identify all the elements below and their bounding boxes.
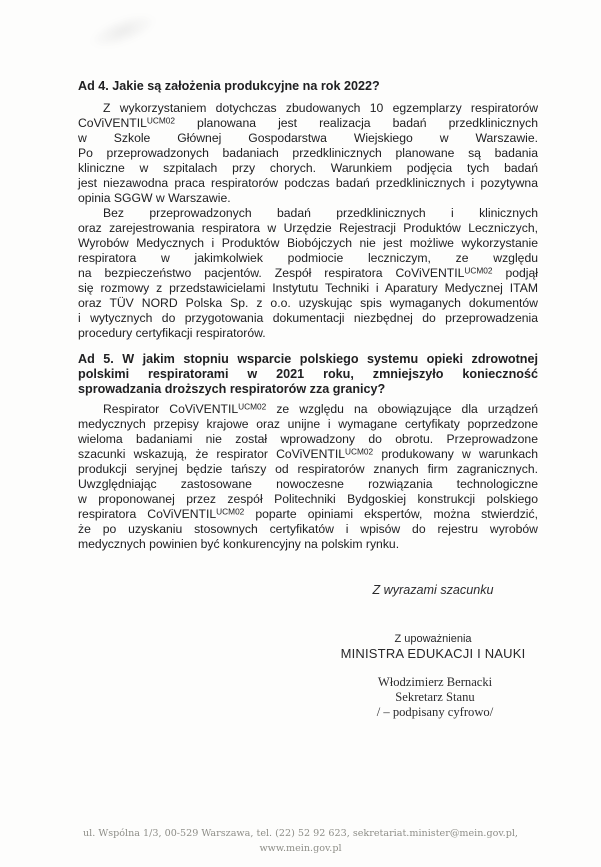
text-line: procedury certyfikacji respiratorów. [78,326,266,340]
text-line: Wyrobów Medycznych i Produktów Biobójczych nie jest możliwe wykorzystanie [78,236,538,250]
text-line: szacunki wskazują, że respirator CoViVENTIL$^{UCM02}$ produkowany w warunkach [78,446,538,461]
text-line: CoViVENTIL$^{UCM02}$ planowana jest realizacja badań przedklinicznych [78,115,538,130]
footer-website: www.mein.gov.pl [259,843,342,854]
text-line: wieloma badaniami nie został wprowadzony do obrotu. Przeprowadzone [78,432,538,446]
signatory-name: Włodzimierz Bernacki [377,675,493,689]
text-line: Bez przeprowadzonych badań przedklinicznych i klinicznych [103,206,538,220]
text-line: kliniczne w szpitalach przy chorych. Warunkiem podjęcia tych badań [78,161,538,175]
paragraph [78,402,538,552]
signatory-block [280,675,590,721]
text-line: respiratora w jakimkolwiek podmiocie leczniczym, ze względu [78,251,538,265]
text-line: w proponowanej przez zespół Politechniki Bydgoskiej konstrukcji polskiego [78,492,538,506]
text-line: polskimi respiratorami w 2021 roku, zmniejszyło konieczność [78,367,538,381]
model-superscript: UCM02 [464,265,493,276]
scan-smudge-artifact [86,7,161,55]
model-superscript: UCM02 [216,506,245,517]
paragraph [78,101,538,206]
text-line: medycznych powinien być konkurencyjny na polskim rynku. [78,537,400,551]
text-line: że po uzyskaniu stosownych certyfikatów i wpisów do rejestru wyrobów [78,522,538,536]
text-line: na bezpieczeństwo pacjentów. Zespół respiratora CoViVENTIL$^{UCM02}$ podjął [78,265,538,280]
text-line: produkcji seryjnej będzie tańszy od respiratorów znanych firm zagranicznych. [78,462,538,476]
text-line: medycznych przepisy krajowe oraz unijne i wymagane certyfikaty poprzedzone [78,417,538,431]
text-line: Z wykorzystaniem dotychczas zbudowanych 10 egzemplarzy respiratorów [103,101,538,115]
text-line: opinia SGGW w Warszawie. [78,191,231,205]
text-line: Po przeprowadzonych badaniach przedklinicznych planowane są badania [78,146,538,160]
signatory-title: Sekretarz Stanu [395,690,475,705]
signature-authorization-block [280,632,586,662]
document-body [78,79,538,552]
text-line: i wytycznych do przygotowania dokumentacji niezbędnej do przeprowadzenia [78,311,538,325]
text-line: Ad 5. W jakim stopniu wsparcie polskiego systemu opieki zdrowotnej [78,352,538,366]
text-line: sprowadzania droższych respiratorów zza granicy? [78,382,386,396]
authority-line: MINISTRA EDUKACJI I NAUKI [340,646,526,661]
digital-signature-note: / – podpisany cyfrowo/ [376,705,494,720]
page-footer [0,826,601,856]
model-superscript: UCM02 [345,446,374,457]
text-line: Uwzględniając zastosowane nowoczesne rozwiązania technologiczne [78,477,538,491]
authorization-line: Z upoważnienia [394,633,472,645]
model-superscript: UCM02 [238,401,267,412]
text-line: respiratora CoViVENTIL$^{UCM02}$ poparte opiniami ekspertów, można stwierdzić, [78,506,538,521]
text-line: się rozmowy z przedstawicielami Instytutu Techniki i Aparatury Medycznej ITAM [78,281,538,295]
section-heading-ad5 [78,352,538,397]
text-line: Respirator CoViVENTIL$^{UCM02}$ ze względu na obowiązujące dla urządzeń [103,401,538,416]
text-line: Ad 4. Jakie są założenia produkcyjne na rok 2022? [78,79,380,93]
text-line: oraz TÜV NORD Polska Sp. z o.o. uzyskując spis wymaganych dokumentów [78,296,538,310]
footer-address-line: ul. Wspólna 1/3, 00-529 Warszawa, tel. (22) 52 92 623, sekretariat.minister@mein.gov.pl, [82,828,518,839]
text-line: oraz zarejestrowania respiratora w Urzędzie Rejestracji Produktów Leczniczych, [78,221,538,235]
section-heading-ad4 [78,79,538,94]
closing-salutation: Z wyrazami szacunku [372,583,494,597]
text-line: w Szkole Głównej Gospodarstwa Wiejskiego w Warszawie. [78,131,538,145]
paragraph [78,206,538,341]
text-line: jest niezawodna praca respiratorów podczas badań przedklinicznych i pozytywna [78,176,538,190]
model-superscript: UCM02 [146,115,175,126]
